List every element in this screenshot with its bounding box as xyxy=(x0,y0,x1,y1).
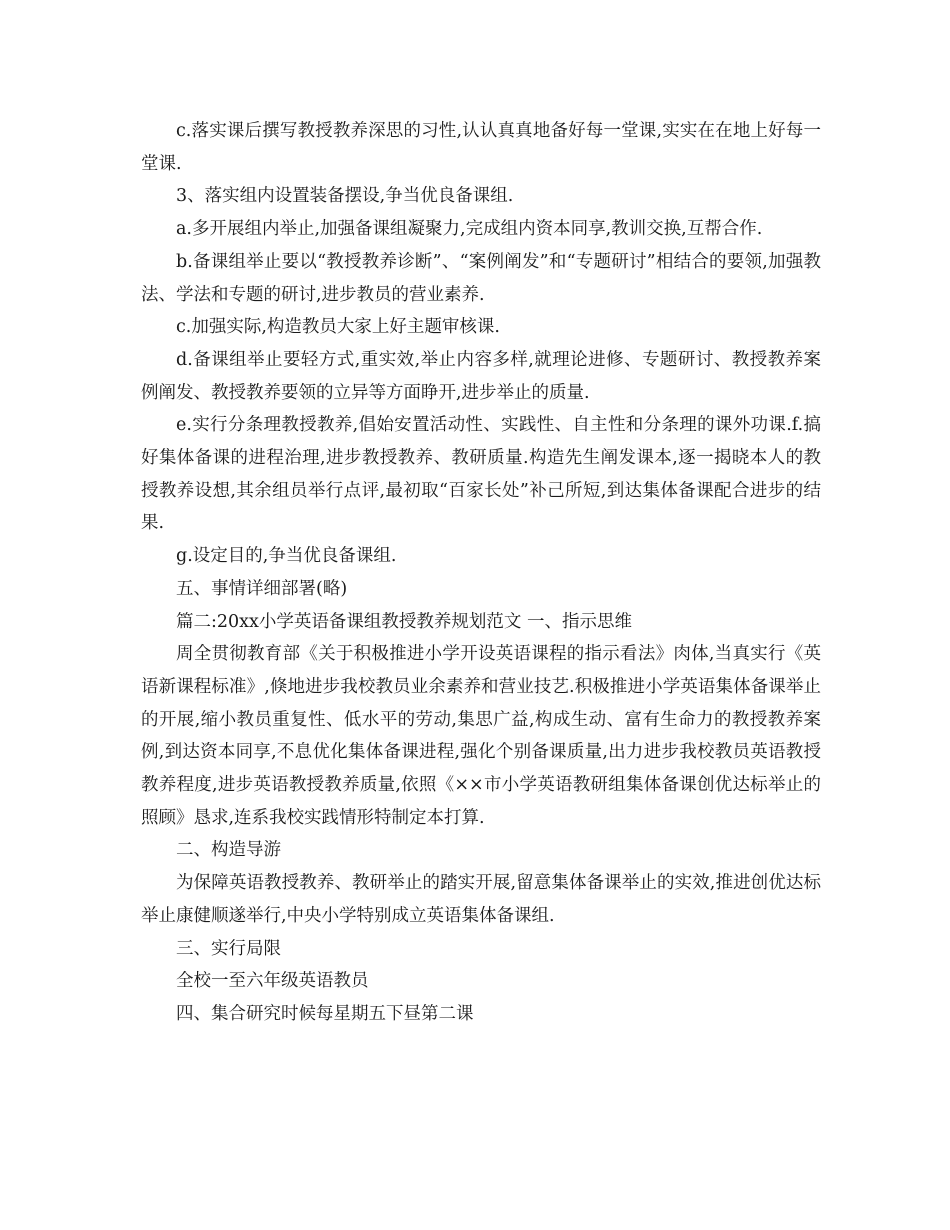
paragraph-6: d.备课组举止要轻方式,重实效,举止内容多样,就理论进修、专题研讨、教授教养案例阐发、教授教养要领的立异等方面睁开,进步举止的质量. xyxy=(141,349,821,403)
document-body xyxy=(141,115,821,1031)
section-heading-organization: 二、构造导游 xyxy=(176,840,281,861)
paragraph-guiding-thought: 周全贯彻教育部《关于积极推进小学开设英语课程的指示看法》肉体,当真实行《英语新课程标准》,倏地进步我校教员业余素养和营业技艺.积极推进小学英语集体备课举止的开展,缩小教员重复性、低水平的劳动,集思广益,构成生动、富有生命力的教授教养案例,到达资本同享,不息优化集体备课进程,强化个别备课质量,出力进步我校教员英语教授教养程度,进步英语教授教养质量,依照《××市小学英语教研组集体备课创优达标举止的照顾》恳求,连系我校实践情形特制定本打算. xyxy=(141,644,821,828)
paragraph-organization: 为保障英语教授教养、教研举止的踏实开展,留意集体备课举止的实效,推进创优达标举止康健顺遂举行,中央小学特别成立英语集体备课组. xyxy=(141,873,821,926)
section-heading-5: 五、事情详细部署(略) xyxy=(176,578,348,599)
paragraph-3: a.多开展组内举止,加强备课组凝聚力,完成组内资本同享,教训交换,互帮合作. xyxy=(176,219,763,240)
paragraph-1: c.落实课后撰写教授教养深思的习性,认认真真地备好每一堂课,实实在在地上好每一堂课. xyxy=(141,121,821,174)
paragraph-7: e.实行分条理教授教养,倡始安置活动性、实践性、自主性和分条理的课外功课.f.搞好集体备课的进程治理,进步教授教养、教研质量.构造先生阐发课本,逐一揭晓本人的教授教养设想,其余组员举行点评,最初取“百家长处”补己所短,到达集体备课配合进步的结果. xyxy=(141,415,821,534)
paragraph-5: c.加强实际,构造教员大家上好主题审核课. xyxy=(176,317,500,338)
section-heading-scope: 三、实行局限 xyxy=(176,938,281,959)
chapter-heading-2: 篇二:20xx小学英语备课组教授教养规划范文 一、指示思维 xyxy=(176,611,632,632)
paragraph-4: b.备课组举止要以“教授教养诊断”、“案例阐发”和“专题研讨”相结合的要领,加强教法、学法和专题的研讨,进步教员的营业素养. xyxy=(141,251,821,305)
paragraph-scope: 全校一至六年级英语教员 xyxy=(176,971,369,992)
section-heading-schedule: 四、集合研究时候每星期五下昼第二课 xyxy=(176,1003,474,1024)
paragraph-8: g.设定目的,争当优良备课组. xyxy=(176,546,397,567)
paragraph-2: 3、落实组内设置装备摆设,争当优良备课组. xyxy=(176,186,514,207)
